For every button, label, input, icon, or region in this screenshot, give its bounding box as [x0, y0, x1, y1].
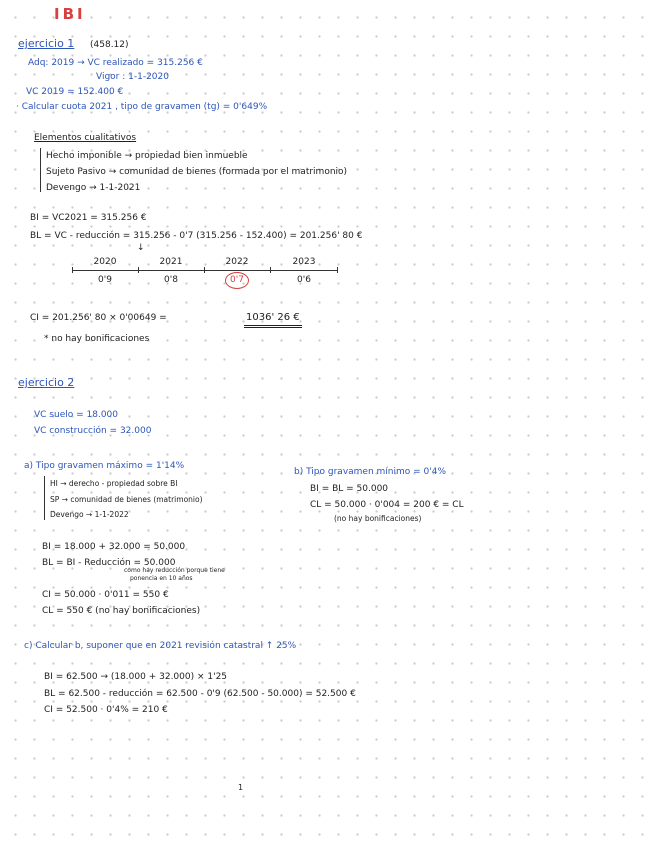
- timeline-coef: 0'9: [98, 275, 112, 285]
- ex2-a-element-sp: SP → comunidad de bienes (matrimonio): [50, 495, 203, 504]
- ex2-vc-construccion: VC construcción = 32.000: [34, 426, 152, 436]
- element-devengo: Devengo → 1-1-2021: [46, 183, 141, 193]
- ex2-a-elements-bracket: [44, 476, 45, 520]
- exercise-1-heading: ejercicio 1: [18, 37, 75, 50]
- ex2-a-cl: CL = 550 € (no hay bonificaciones): [42, 606, 201, 616]
- exercise-1-note: (458.12): [90, 40, 129, 50]
- ex1-vigor-line: Vigor : 1-1-2020: [96, 72, 169, 82]
- ex1-ci: CI = 201.256' 80 × 0'00649 =: [30, 313, 167, 323]
- ex2-c-bi: BI = 62.500 → (18.000 + 32.000) × 1'25: [44, 672, 228, 682]
- ex1-no-bonus-note: * no hay bonificaciones: [44, 334, 150, 344]
- timeline-coef: 0'6: [297, 275, 311, 285]
- elements-heading: Elementos cualitativos: [34, 133, 137, 143]
- ex2-b-title: b) Tipo gravamen mínimo = 0'4%: [294, 467, 447, 477]
- selected-coef-circle: [225, 272, 249, 289]
- ex1-calculate-line: · Calcular cuota 2021 , tipo de gravamen (tg) = 0'649%: [16, 102, 268, 112]
- timeline-coef-selected: 0'7: [230, 275, 244, 285]
- page-title: IBI: [54, 5, 86, 23]
- ex1-vc2019-line: VC 2019 = 152.400 €: [26, 87, 124, 97]
- ex2-b-cl: CL = 50.000 · 0'004 = 200 € = CL: [310, 500, 464, 510]
- ci-result-underline: [244, 325, 302, 326]
- exercise-2-heading: ejercicio 2: [18, 376, 75, 389]
- ex2-b-bi: BI = BL = 50.000: [310, 484, 389, 494]
- ex2-c-ci: CI = 52.500 · 0'4% = 210 €: [44, 705, 168, 715]
- elements-bracket: [40, 148, 41, 192]
- ex2-vc-suelo: VC suelo = 18.000: [34, 410, 118, 420]
- ex1-bl: BL = VC - reducción = 315.256 - 0'7 (315.256 - 152.400) = 201.256' 80 €: [30, 231, 363, 241]
- ex2-a-bl-note-1: como hay reducción porque tiene: [124, 567, 225, 574]
- ex1-bi: BI = VC2021 = 315.256 €: [30, 213, 147, 223]
- ex2-a-element-devengo: Devengo → 1-1-2022: [50, 510, 129, 519]
- page-number: 1: [238, 783, 244, 792]
- reduction-arrow: ↓: [137, 243, 145, 253]
- timeline-year: 2020: [93, 257, 117, 267]
- ex2-a-bl-note-2: ponencia en 10 años: [130, 575, 193, 582]
- timeline-year: 2023: [292, 257, 316, 267]
- ex2-c-title: c) Calcular b, suponer que en 2021 revisión catastral ↑ 25%: [24, 641, 297, 651]
- timeline-year: 2021: [159, 257, 183, 267]
- ci-result-underline-2: [244, 327, 302, 328]
- ex2-a-bi: BI = 18.000 + 32.000 = 50.000: [42, 542, 186, 552]
- element-sujeto-pasivo: Sujeto Pasivo → comunidad de bienes (formada por el matrimonio): [46, 167, 348, 177]
- ex1-acquisition-line: Adq: 2019 → VC realizado = 315.256 €: [28, 58, 203, 68]
- ex2-a-ci: CI = 50.000 · 0'011 = 550 €: [42, 590, 169, 600]
- ex2-b-note: (no hay bonificaciones): [334, 514, 422, 523]
- timeline-year: 2022: [225, 257, 249, 267]
- ex2-a-element-hi: HI → derecho - propiedad sobre BI: [50, 479, 178, 488]
- ex2-c-bl: BL = 62.500 - reducción = 62.500 - 0'9 (62.500 - 50.000) = 52.500 €: [44, 689, 356, 699]
- element-hecho-imponible: Hecho imponible → propiedad bien inmueble: [46, 151, 248, 161]
- ex2-a-bl: BL = BI - Reducción = 50.000: [42, 558, 176, 568]
- timeline-coef: 0'8: [164, 275, 178, 285]
- ex1-ci-result: 1036' 26 €: [246, 312, 300, 323]
- ex2-a-title: a) Tipo gravamen máximo = 1'14%: [24, 461, 185, 471]
